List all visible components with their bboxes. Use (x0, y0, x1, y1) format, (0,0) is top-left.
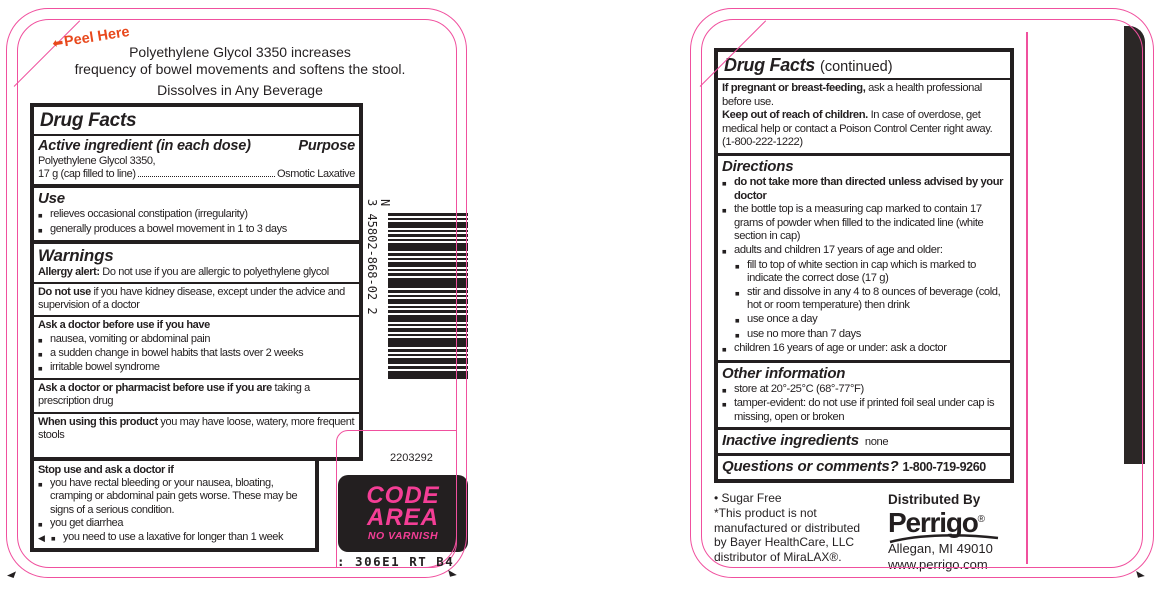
bullet-square-icon: ■ (722, 345, 727, 355)
stop-use-bullet: you need to use a laxative for longer than 1 week (63, 531, 284, 544)
drug-facts-title-section (34, 107, 359, 136)
continued-title-section (718, 52, 1010, 80)
ask-doctor-section (34, 317, 359, 378)
bullet-square-icon: ■ (38, 480, 43, 490)
stop-use-section (30, 461, 319, 552)
bullet-square-icon: ■ (38, 211, 43, 221)
active-ingredient-dose: 17 g (cap filled to line) (38, 168, 136, 181)
registration-mark (1136, 569, 1145, 578)
bullet-square-icon: ■ (722, 178, 727, 188)
dot-bullet-icon: • (714, 491, 722, 505)
bullet-square-icon: ■ (735, 315, 740, 325)
keep-out-text: In case of overdose, get medical help or contact a Poison Control Center right away. (1-800-222-1222) (722, 109, 993, 149)
inactive-ingredients-title: Inactive ingredients (722, 432, 859, 450)
distributed-by-label: Distributed By (888, 492, 981, 507)
dot-leader (138, 176, 275, 177)
code-area-dieline (336, 430, 457, 568)
peel-here-text: Peel Here (62, 23, 131, 51)
directions-bullet: the bottle top is a measuring cap marked to contain 17 grams of powder when filled to the indicated line (white section in cap) (734, 203, 984, 243)
ask-doctor-heading: Ask a doctor before use if you have (38, 319, 210, 332)
use-section (34, 188, 359, 239)
pregnant-lead: If pregnant or breast-feeding, (722, 82, 866, 94)
inactive-ingredients-value: none (864, 436, 889, 449)
bullet-square-icon: ■ (722, 400, 727, 410)
bullet-square-icon: ■ (38, 364, 43, 374)
questions-title: Questions or comments? (722, 458, 899, 476)
distributor-block (888, 492, 993, 572)
continued-label: (continued) (820, 59, 893, 75)
disclaimer-line: *This product is not (714, 505, 817, 520)
stop-use-bullet: you have rectal bleeding or your nausea, bloating, cramping or abdominal pain gets worse. These may be signs of a serious condition. (50, 477, 298, 516)
perrigo-logo (888, 508, 993, 538)
drug-facts-title: Drug Facts (40, 110, 137, 131)
ndc-letter: N (378, 199, 392, 207)
tagline-line1: Polyethylene Glycol 3350 increases (129, 44, 351, 60)
ndc-number (365, 199, 391, 315)
other-information-section (718, 363, 1010, 428)
warnings-section (34, 244, 359, 282)
allergy-alert-text: Do not use if you are allergic to polyethylene glycol (99, 265, 329, 278)
active-ingredient-heading: Active ingredient (in each dose) (38, 138, 251, 154)
when-using-section (34, 414, 359, 445)
other-info-bullet: store at 20°-25°C (68°-77°F) (734, 382, 864, 395)
directions-bullet: children 16 years of age or under: ask a doctor (734, 342, 947, 355)
warnings-title: Warnings (38, 245, 114, 265)
plate-number: 2203292 (390, 452, 433, 464)
ask-doctor-bullet: a sudden change in bowel habits that lasts over 2 weeks (50, 346, 304, 359)
bullet-square-icon: ■ (722, 385, 727, 395)
questions-phone: 1-800-719-9260 (902, 460, 986, 475)
bullet-square-icon: ■ (38, 519, 43, 529)
fold-dieline (1026, 32, 1028, 564)
pregnant-text: ask a health professional before use. (722, 82, 982, 108)
tagline-line3: Dissolves in Any Beverage (157, 82, 323, 98)
code-area-line2: AREA (366, 504, 439, 531)
ask-doctor-bullet: nausea, vomiting or abdominal pain (50, 332, 211, 345)
do-not-use-section (34, 284, 359, 315)
purpose-heading: Purpose (298, 138, 355, 154)
ask-pharmacist-section (34, 380, 359, 411)
registered-mark: ® (977, 514, 986, 525)
active-ingredient-name: Polyethylene Glycol 3350, (38, 155, 156, 167)
disclaimer-line: by Bayer HealthCare, LLC (714, 535, 855, 550)
directions-section (718, 156, 1010, 360)
disclaimer-line: distributor of MiraLAX®. (714, 550, 842, 565)
use-bullet: relieves occasional constipation (irregularity) (50, 208, 248, 221)
stop-use-heading: Stop use and ask a doctor if (38, 464, 174, 476)
distributor-website: www.perrigo.com (888, 556, 988, 572)
directions-subbullet: use no more than 7 days (747, 327, 861, 340)
directions-bullet: adults and children 17 years of age and older: (734, 243, 943, 256)
directions-subbullet: use once a day (747, 312, 818, 325)
do-not-use-text: if you have kidney disease, except under the advice and supervision of a doctor (38, 286, 345, 312)
footnotes (714, 491, 860, 565)
bullet-square-icon: ■ (722, 206, 727, 216)
directions-bullet: do not take more than directed unless advised by your doctor (734, 175, 1004, 202)
directions-subbullet: fill to top of white section in cap which is marked to indicate the correct dose (17 g) (747, 258, 976, 285)
lot-imprint: : 306E1 RT B4 (337, 554, 455, 569)
pregnancy-warning-section (718, 80, 1010, 153)
ndc-digits: 3 45802-868-02 2 (365, 199, 379, 315)
inactive-ingredients-section (718, 430, 1010, 453)
use-title: Use (38, 190, 65, 208)
code-area-no-varnish: NO VARNISH (367, 530, 439, 542)
drug-facts-box (30, 103, 363, 461)
perrigo-wordmark: Perrigo (888, 507, 978, 538)
ask-pharmacist-text: taking a prescription drug (38, 382, 310, 408)
bullet-square-icon: ■ (38, 225, 43, 235)
purpose-value: Osmotic Laxative (277, 168, 355, 181)
ask-doctor-bullet: irritable bowel syndrome (50, 361, 160, 374)
left-triangle-icon: ◀ (38, 533, 45, 544)
registration-mark (448, 568, 457, 577)
bullet-square-icon: ■ (735, 330, 740, 340)
bullet-square-icon: ■ (735, 288, 740, 298)
front-tagline (40, 44, 440, 99)
allergy-alert-lead: Allergy alert: (38, 265, 100, 278)
other-info-bullet: tamper-evident: do not use if printed foil seal under cap is missing, open or broken (734, 397, 995, 423)
keep-out-lead: Keep out of reach of children. (722, 109, 868, 122)
directions-subbullet: stir and dissolve in any 4 to 8 ounces of beverage (cold, hot or room temperature) then drink (747, 285, 1001, 312)
do-not-use-lead: Do not use (38, 286, 91, 299)
drug-facts-continued-title: Drug Facts (724, 55, 816, 75)
active-ingredient-section (34, 136, 359, 184)
perrigo-swoosh (888, 532, 1000, 546)
upc-barcode (388, 213, 468, 381)
distributor-address: Allegan, MI 49010 (888, 541, 993, 556)
peel-arrow-icon: ⬅ (51, 34, 65, 52)
questions-section (718, 456, 1010, 479)
when-using-lead: When using this product (38, 415, 158, 428)
when-using-text: you may have loose, watery, more frequent stools (38, 415, 355, 441)
ask-pharmacist-lead: Ask a doctor or pharmacist before use if you are (38, 382, 272, 395)
bullet-square-icon: ■ (38, 335, 43, 345)
bullet-square-icon: ■ (735, 261, 740, 271)
bullet-square-icon: ■ (51, 534, 56, 544)
tagline-line2: frequency of bowel movements and softens the stool. (74, 60, 406, 77)
bullet-square-icon: ■ (722, 246, 727, 256)
use-bullet: generally produces a bowel movement in 1 to 3 days (50, 222, 287, 235)
registration-mark (7, 569, 16, 578)
stop-use-bullet: you get diarrhea (50, 516, 124, 529)
drug-facts-continued-box (714, 48, 1014, 483)
other-information-title: Other information (722, 364, 846, 382)
bullet-square-icon: ■ (38, 349, 43, 359)
spine-black-bar (1124, 26, 1145, 464)
sugar-free-claim: Sugar Free (721, 491, 782, 505)
directions-title: Directions (722, 157, 794, 175)
disclaimer-line: manufactured or distributed (714, 520, 861, 535)
code-area-line1: CODE (366, 482, 440, 509)
